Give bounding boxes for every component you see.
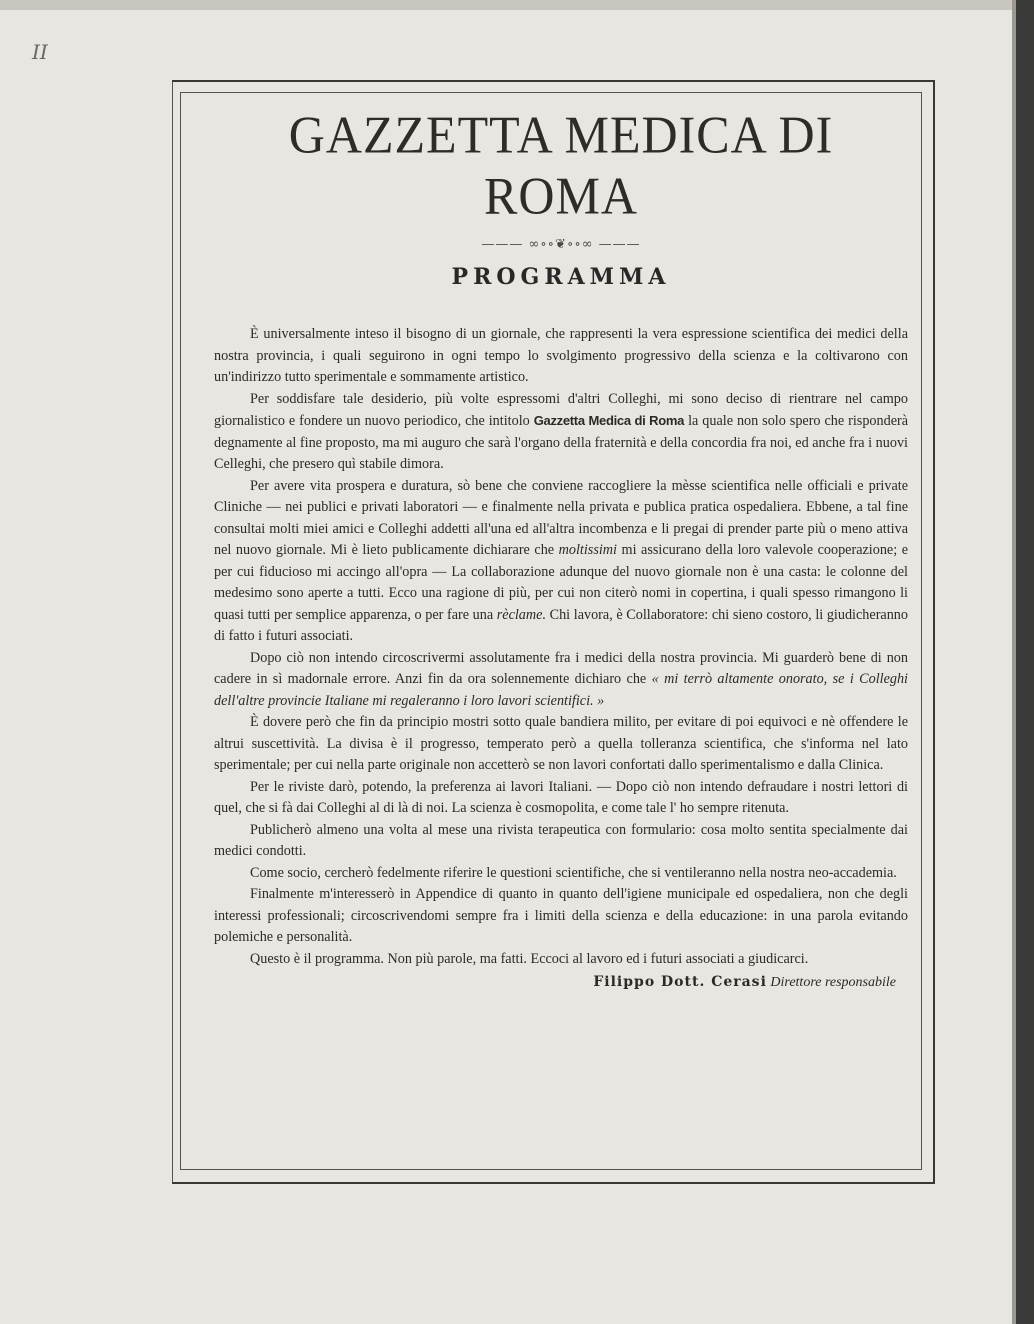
ornament-divider: ——— ∞∘∘❦∘∘∞ ——— bbox=[481, 237, 641, 252]
signature bbox=[214, 972, 908, 994]
paragraph: Dopo ciò non intendo circoscrivermi assolutamente fra i medici della nostra provincia. Mi guarderò bene di non cadere in sì madornale errore. Anzi fin da ora solennemente dichiaro che « mi terrò altamente onorato, se i Colleghi dell'altre provincie Italiane mi regaleranno i loro lavori scientifici. » bbox=[214, 649, 909, 709]
signature-name: Filippo Dott. Cerasi bbox=[593, 974, 767, 990]
document-content bbox=[214, 105, 909, 994]
quoted-declaration: « mi terrò altamente onorato, se i Colleghi dell'altre provincie Italiane mi regaleranno i loro lavori scientifici. » bbox=[214, 671, 909, 709]
margin-note: II bbox=[32, 40, 48, 64]
page-top-edge bbox=[0, 0, 1034, 10]
paragraph: Questo è il programma. Non più parole, ma fatti. Eccoci al lavoro ed i futuri associati a giudicarci. bbox=[250, 950, 809, 967]
paragraph: Publicherò almeno una volta al mese una rivista terapeutica con formulario: cosa molto sentita specialmente dai medici condotti. bbox=[214, 821, 908, 859]
paragraph: Per soddisfare tale desiderio, più volte espressomi d'altri Colleghi, mi sono deciso di rientrare nel campo giornalistico e fondere un nuovo periodico, che intitolo Gazzetta Medica di Roma la quale non solo spero che risponderà degnamente al fine proposto, ma mi auguro che sarà l'organo della fraternità e della concordia fra noi, ed anche fra i nuovi Celleghi, che presero quì stabile dimora. bbox=[214, 390, 909, 472]
programme-text bbox=[214, 324, 908, 994]
paragraph: Per le riviste darò, potendo, la preferenza ai lavori Italiani. — Dopo ciò non intendo defraudare i nostri lettori di quel, che si fà dai Colleghi al di là di noi. La scienza è cosmopolita, e come tale l' ho sempre ritenuta. bbox=[214, 778, 908, 816]
paragraph: Per avere vita prospera e duratura, sò bene che conviene raccogliere la mèsse scientifica nelle officiali e private Cliniche — nei publici e privati laboratori — e finalmente nella privata e publica pratica ospedaliera. Ebbene, a tal fine consultai molti miei amici e Colleghi addetti all'una ed all'altra incombenza e li pregai di prender parte più o meno attiva nel nuovo giornale. Mi è lieto publicamente dichiarare che moltissimi mi assicurano della loro valevole cooperazione; e per cui fiducioso mi accingo all'opra — La collaborazione adunque del nuovo giornale non è una casta: le colonne del medesimo sono aperte a tutti. Ecco una ragione di più, per cui non citerò nomi in copertina, i quali spesso rimangono li quasi tutti per semplice apparenza, o per fare una rèclame. Chi lavora, è Collaboratore: chi sieno costoro, li giudicheranno di fatto i futuri associati. bbox=[214, 477, 908, 644]
paragraph: È universalmente inteso il bisogno di un giornale, che rappresenti la vera espressione scientifica dei medici della nostra provincia, i quali seguirono in ogni tempo lo svolgimento progressivo della scienza e la coltivarono con un'indirizzo tutto sperimentale e sommamente artistico. bbox=[214, 326, 908, 385]
masthead-title: GAZZETTA MEDICA DI ROMA bbox=[288, 105, 834, 225]
paragraph: Come socio, cercherò fedelmente riferire le questioni scientifiche, che si ventileranno nella nostra neo-accademia. bbox=[250, 864, 897, 881]
section-heading: PROGRAMMA bbox=[451, 264, 671, 290]
paragraph: È dovere però che fin da principio mostri sotto quale bandiera milito, per evitare di poi equivoci e nè offendere le altrui suscettività. La divisa è il progresso, temperato però a quella tolleranza scientifica, che s'informa nel lato sperimentale; per cui nella parte originale non accetterò se non lavori confortati dallo sperimentalismo e dalla Clinica. bbox=[214, 714, 908, 773]
signature-role: Direttore responsabile bbox=[770, 975, 896, 990]
journal-name: Gazzetta Medica di Roma bbox=[533, 413, 685, 428]
page-binding-edge bbox=[1016, 0, 1034, 1324]
paragraph: Finalmente m'interesserò in Appendice di quanto in quanto dell'igiene municipale ed ospedaliera, non che degli interessi professionali; circoscrivendomi sempre fra i limiti della scienza e della educazione: in una parola evitando polemiche e personalità. bbox=[214, 886, 908, 945]
